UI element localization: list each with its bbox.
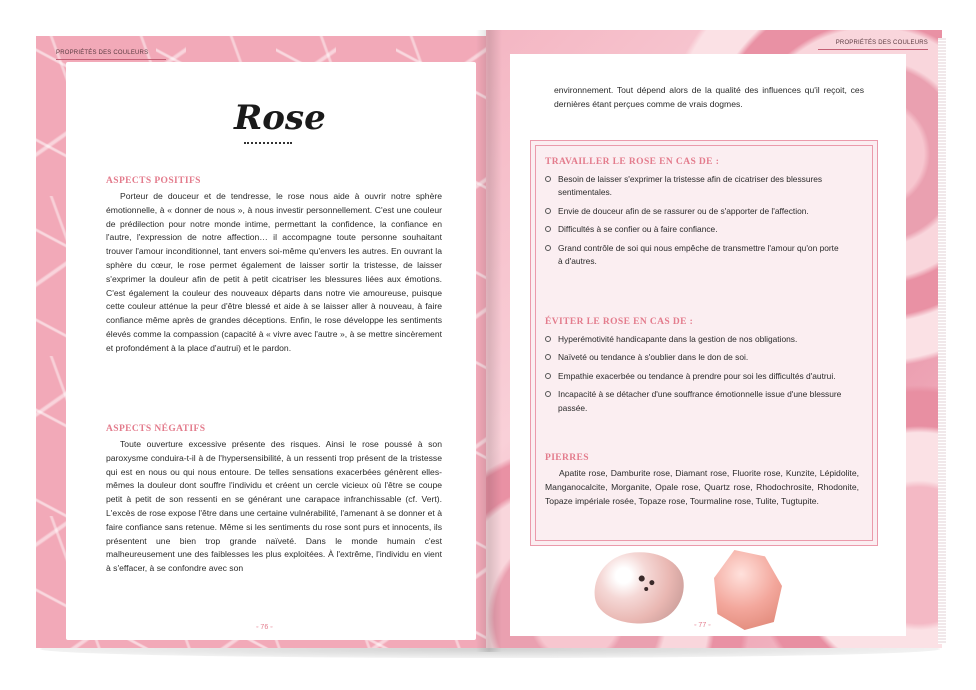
bullet-icon bbox=[545, 336, 551, 342]
title-underline bbox=[244, 142, 292, 144]
stones-heading: PIERRES bbox=[545, 453, 589, 463]
intro-text bbox=[554, 84, 864, 112]
book-spine-shadow bbox=[476, 30, 502, 652]
right-text-panel bbox=[510, 54, 906, 636]
page-title: Rose bbox=[234, 98, 326, 138]
left-page bbox=[36, 36, 488, 648]
left-running-header: PROPRIÉTÉS DES COULEURS bbox=[56, 50, 149, 56]
page-block-edge bbox=[938, 38, 946, 644]
avoid-item-text: Hyperémotivité handicapante dans la gestion de nos obligations. bbox=[558, 334, 798, 344]
negative-aspects-heading: ASPECTS NÉGATIFS bbox=[106, 424, 206, 434]
list-item bbox=[545, 223, 845, 236]
intro-paragraph: environnement. Tout dépend alors de la qualité des influences qu'il reçoit, ces dernières étant perçues comme de vrais dogmes. bbox=[554, 85, 864, 109]
open-book bbox=[36, 30, 942, 652]
left-text-panel bbox=[66, 62, 476, 640]
bullet-icon bbox=[545, 226, 551, 232]
rose-quartz-stone-image bbox=[714, 550, 782, 630]
bullet-icon bbox=[545, 373, 551, 379]
work-item-text: Difficultés à se confier ou à faire confiance. bbox=[558, 224, 718, 235]
list-item bbox=[545, 242, 845, 269]
list-item bbox=[545, 205, 845, 218]
list-item bbox=[545, 351, 845, 364]
positive-aspects-paragraph: Porteur de douceur et de tendresse, le rose nous aide à ouvrir notre sphère émotionnelle, à « donner de nous », à nous investir personnellement. C'est une couleur de prédilection pour notre monde intime, permettant la confidence, la confiance en l'autre, l'expression de notre affection… il accompagne toute personne souhaitant trouver l'amour inconditionnel, tant envers soi-même qu'envers les autres. En ouvrant la sphère du cœur, le rose permet également de laisser sortir la tristesse, de laisser s'exprimer la douleur afin de petit à petit cicatriser les blessures liées aux émotions. C'est également la couleur des nouveaux départs dans notre vie amoureuse, puisque cette couleur atténue la peur d'être blessé et aide à se laisser aller à nouveau, à faire confiance même après de grandes déceptions. Enfin, le rose développe les sentiments élevés comme la compassion (capacité à « vivre avec l'autre », à se mettre sincèrement et profondément à la place d'autrui) et le pardon. bbox=[106, 191, 442, 353]
work-item-text: Grand contrôle de soi qui nous empêche de transmettre l'amour qu'on porte à d'autres. bbox=[558, 242, 839, 267]
work-item-text: Envie de douceur afin de se rassurer ou de s'apporter de l'affection. bbox=[558, 205, 809, 216]
avoid-item-text: Empathie exacerbée ou tendance à prendre pour soi les difficultés d'autrui. bbox=[558, 370, 836, 381]
stone-inclusion bbox=[649, 580, 655, 586]
right-running-header: PROPRIÉTÉS DES COULEURS bbox=[835, 40, 928, 46]
bullet-icon bbox=[545, 208, 551, 214]
avoid-item-text: Incapacité à se détacher d'une souffrance émotionnelle issue d'une blessure passée. bbox=[558, 389, 842, 413]
bullet-icon bbox=[545, 354, 551, 360]
right-page-number: ◦ 77 ◦ bbox=[694, 622, 711, 629]
bullet-icon bbox=[545, 391, 551, 397]
work-heading: TRAVAILLER LE ROSE EN CAS DE : bbox=[545, 157, 720, 167]
stones-paragraph: Apatite rose, Damburite rose, Diamant rose, Fluorite rose, Kunzite, Lépidolite, Manganocalcite, Morganite, Opale rose, Quartz rose, Rhodochrosite, Rhodonite, Topaze impériale rosée, Topaze rose, Tourmaline rose, Tulite, Tugtupite. bbox=[545, 468, 859, 506]
avoid-heading: ÉVITER LE ROSE EN CAS DE : bbox=[545, 317, 694, 327]
bullet-icon bbox=[545, 176, 551, 182]
work-item-text: Besoin de laisser s'exprimer la tristesse afin de cicatriser des blessures sentimentales. bbox=[558, 174, 823, 198]
stone-inclusion bbox=[638, 575, 645, 582]
bullet-icon bbox=[545, 245, 551, 251]
positive-aspects-heading: ASPECTS POSITIFS bbox=[106, 176, 201, 186]
pink-opal-stone-image bbox=[589, 546, 688, 630]
left-page-number: ◦ 76 ◦ bbox=[256, 624, 273, 631]
list-item bbox=[545, 388, 845, 415]
negative-aspects-paragraph: Toute ouverture excessive présente des risques. Ainsi le rose poussé à son paroxysme conduira-t-il à de l'hypersensibilité, à un ressenti trop présent de la tristesse qui est en nous ou qui nous entoure. De telles sensations exacerbées génèrent elles-mêmes la douleur dont souffre l'individu et créent un cercle vicieux où l'être se coupe petit à petit de son ressenti en se générant une carapace infranchissable (cf. Vert). L'excès de rose expose l'être dans une certaine vulnérabilité, l'amenant à se donner et à faire confiance sans retenue. Même si les sentiments du rose sont purs et innocents, ils présentent une bien trop grande naïveté. Dans le monde humain c'est malheureusement une des faiblesses les plus exploitées. À l'extrême, l'individu en vient à s'effacer, à se confondre avec son bbox=[106, 439, 442, 574]
avoid-list bbox=[545, 333, 845, 420]
stones-text bbox=[545, 467, 859, 508]
positive-aspects-text bbox=[106, 190, 442, 356]
work-list bbox=[545, 173, 845, 273]
right-header-rule bbox=[818, 49, 928, 50]
list-item bbox=[545, 370, 845, 383]
negative-aspects-text bbox=[106, 438, 442, 576]
recommendations-box bbox=[530, 140, 878, 546]
list-item bbox=[545, 173, 845, 200]
stone-inclusion bbox=[644, 587, 649, 592]
left-header-rule bbox=[56, 59, 166, 60]
avoid-item-text: Naïveté ou tendance à s'oublier dans le don de soi. bbox=[558, 352, 749, 363]
list-item bbox=[545, 333, 845, 346]
right-page bbox=[486, 30, 942, 648]
